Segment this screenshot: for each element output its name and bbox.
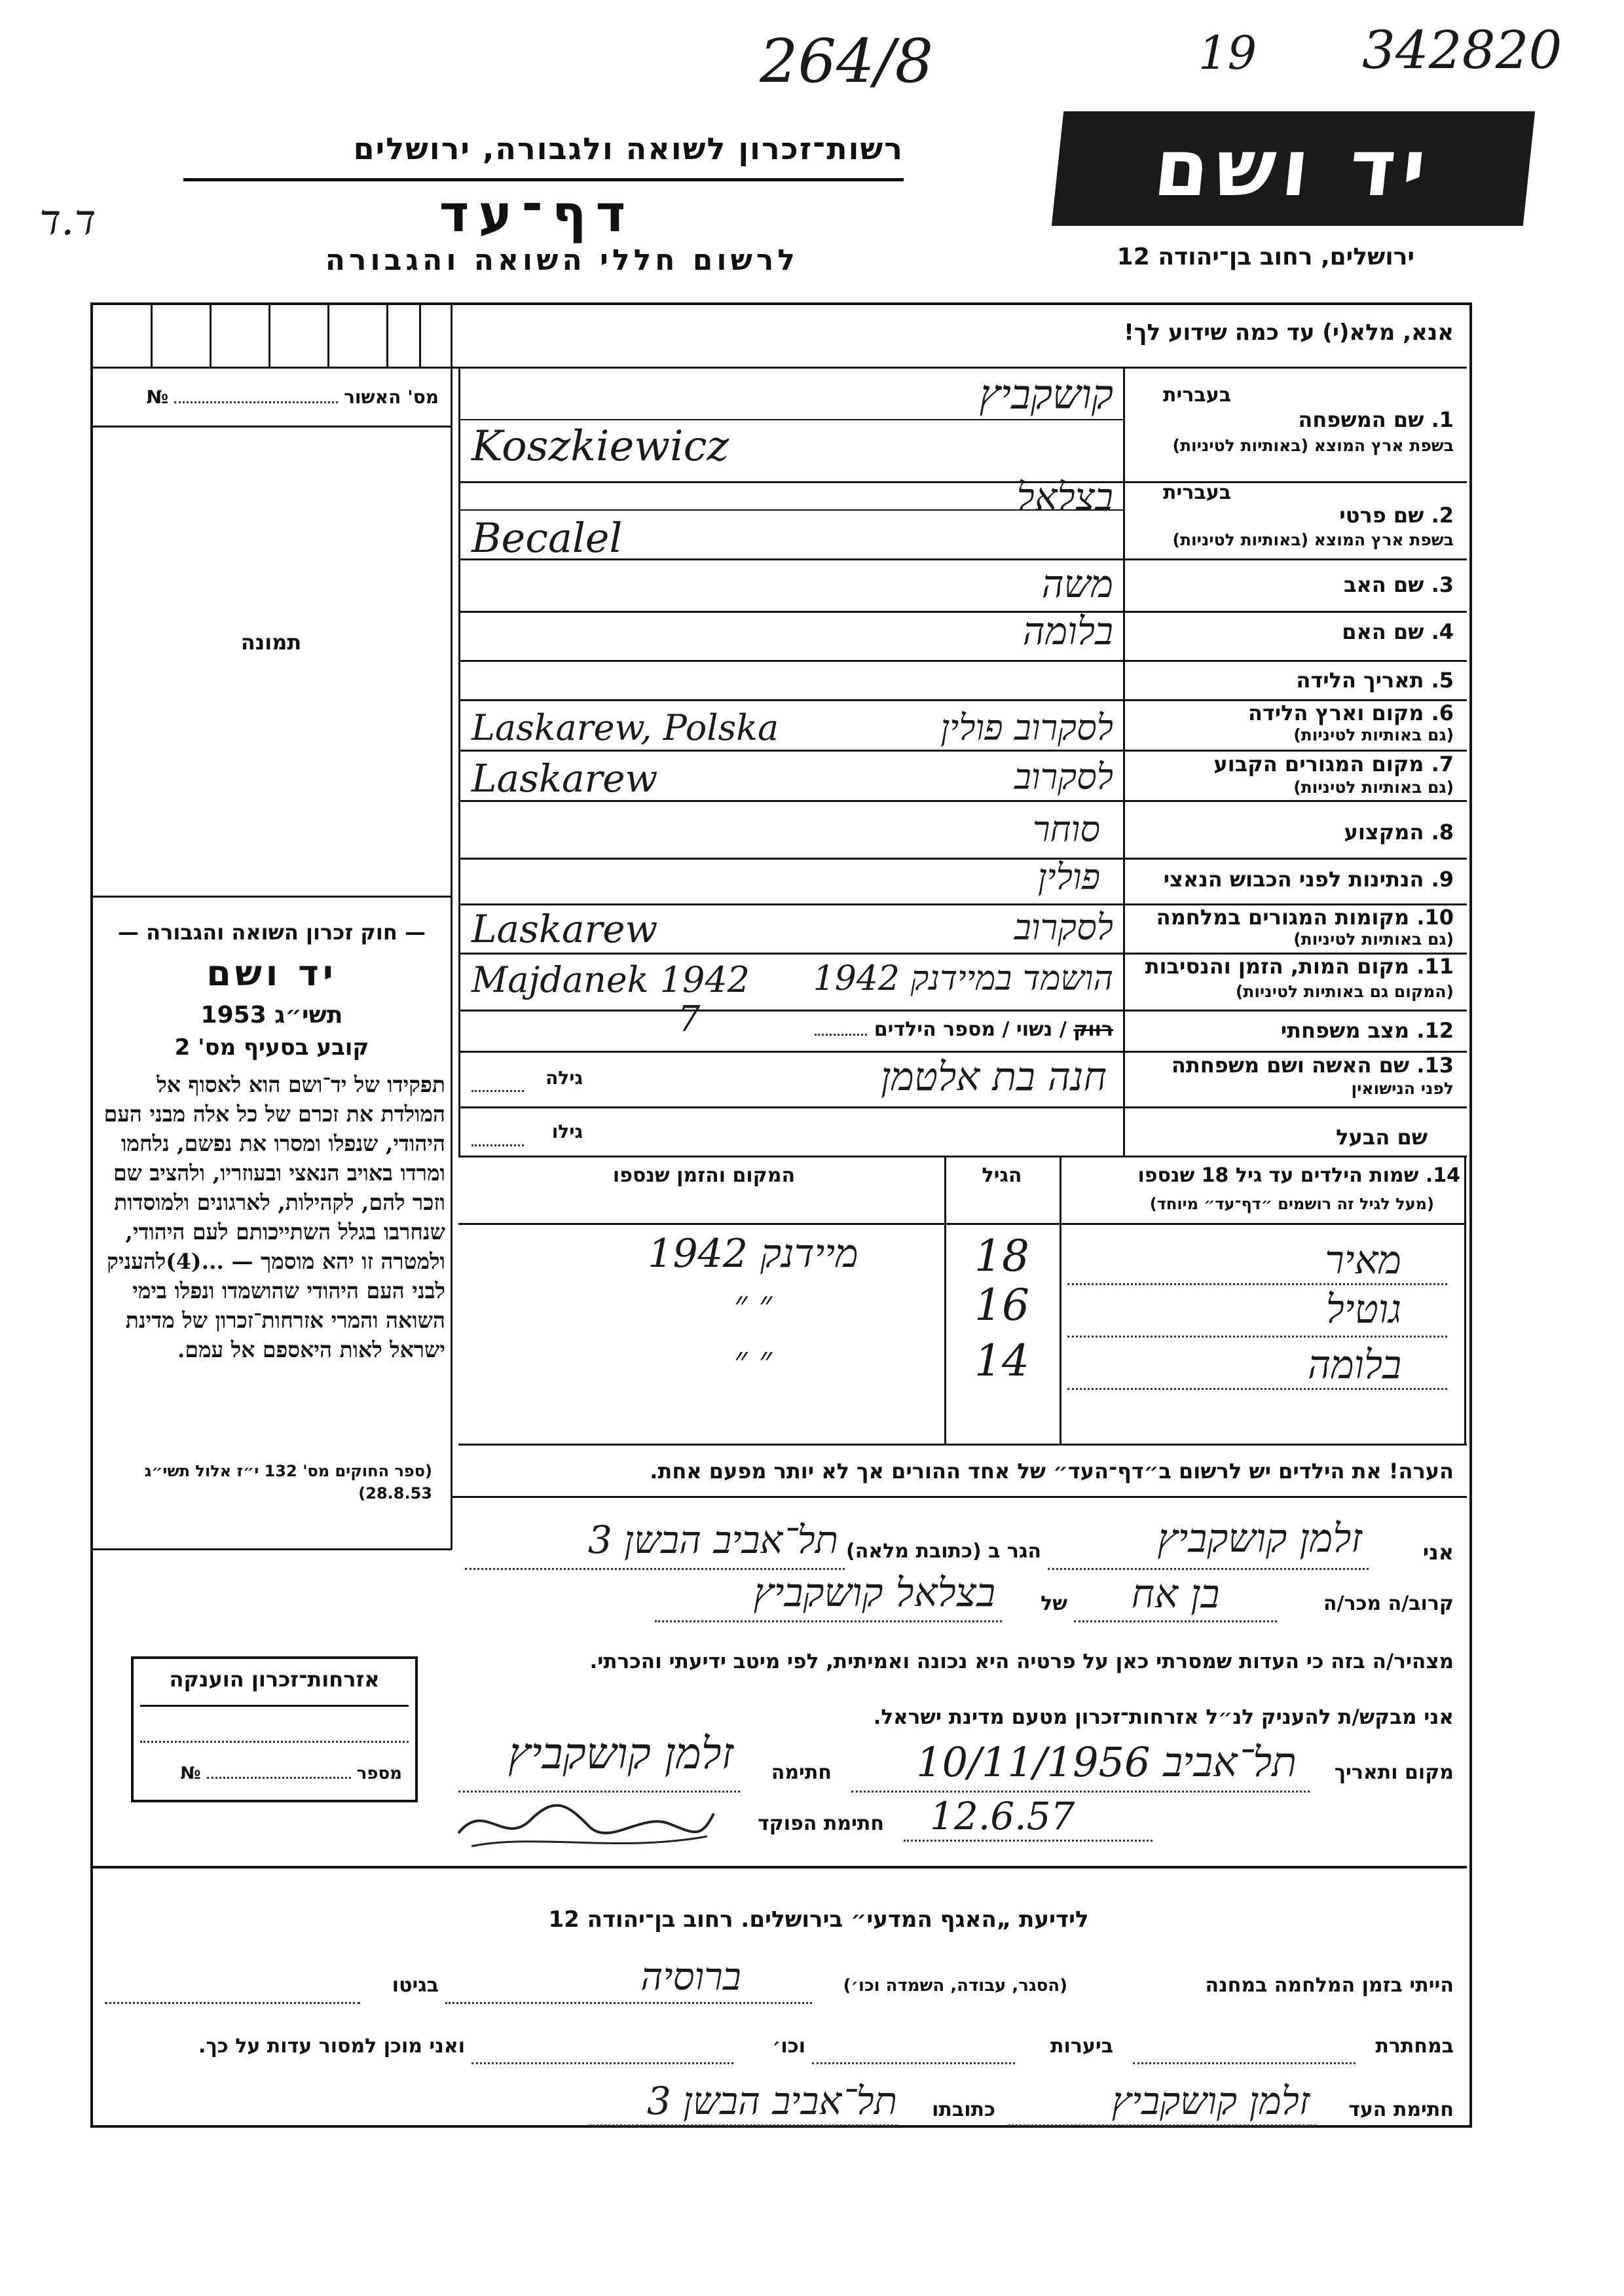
- field-12-label: [1133, 1018, 1454, 1043]
- children-row-line: [1067, 1388, 1447, 1390]
- law-source: (ספר החוקים מס' 132 י״ז אלול תשי״ג 28.8.53): [144, 1462, 432, 1503]
- bottom-ghetto-label: בגיטו: [392, 1974, 439, 1997]
- field-7-no: 7.: [1431, 752, 1454, 776]
- children-header-age: הגיל: [982, 1164, 1022, 1187]
- bottom-etc-line: [471, 2062, 733, 2064]
- children-row-line: [1067, 1336, 1447, 1338]
- children-col-divider: [1060, 1156, 1061, 1444]
- approval-rule: [92, 426, 451, 428]
- field-10-label: [1133, 905, 1454, 930]
- citizenship-no-label: מספר: [356, 1764, 402, 1783]
- top-box-divider: [210, 304, 212, 367]
- field-10-value-heb: לסקרוב: [1014, 907, 1113, 948]
- decl-of-line: [655, 1620, 1002, 1622]
- field-5-no: 5.: [1431, 668, 1454, 693]
- decl-place-date-line: [851, 1791, 1310, 1793]
- field-7-label-text: מקום המגורים הקבוע: [1213, 752, 1424, 776]
- field-8-no: 8.: [1431, 820, 1454, 845]
- bottom-ready-text: ואני מוכן למסור עדות על כך.: [198, 2035, 465, 2058]
- field-7-value-lat: Laskarew: [471, 756, 658, 801]
- row-rule: [458, 1106, 1467, 1108]
- row-rule: [458, 1010, 1467, 1011]
- decl-verifier-date: 12.6.57: [930, 1794, 1075, 1838]
- decl-relative-label: קרוב/ה מכר/ה: [1323, 1592, 1454, 1615]
- header-address: ירושלים, רחוב בן־יהודה 12: [1116, 244, 1414, 270]
- field-12-label-text: מצב משפחתי: [1280, 1018, 1410, 1043]
- bottom-title: לידיעת „האגף המדעי״ בירושלים. רחוב בן־יהודה 12: [548, 1906, 1089, 1933]
- field-10-sub: (גם באותיות לטיניות): [1293, 930, 1454, 949]
- field-5-label-text: תאריך הלידה: [1296, 668, 1424, 693]
- decl-i-label: אני: [1422, 1540, 1454, 1565]
- husband-label: שם הבעל: [1336, 1125, 1428, 1150]
- field-9-label: [1133, 867, 1454, 892]
- field-13-label-text: שם האשה ושם משפחתה: [1171, 1053, 1410, 1078]
- bottom-camp-sub: (הסגר, עבודה, השמדה וכו׳): [843, 1976, 1067, 1995]
- decl-of-value: בצלאל קושקביץ: [753, 1570, 995, 1616]
- field-11-value-heb: הושמד במיידנק 1942: [813, 959, 1113, 998]
- children-right-border: [1464, 1156, 1466, 1444]
- bottom-etc-label: וכו׳: [772, 2035, 805, 2058]
- decl-signature: זלמן קושקביץ: [508, 1728, 733, 1779]
- field-12-children-label: מספר הילדים: [874, 1018, 996, 1041]
- field-6-label-text: מקום וארץ הלידה: [1247, 701, 1424, 725]
- field-12-values: רווק / נשוי / מספר הילדים: [655, 1018, 1113, 1041]
- margin-mark: ד.ד: [39, 196, 96, 245]
- field-1-no: 1.: [1431, 407, 1454, 432]
- field-12-married: נשוי: [1016, 1018, 1053, 1041]
- top-box-divider: [386, 304, 388, 367]
- approval-no-sign: №: [146, 386, 169, 408]
- verifier-signature-scribble: [445, 1787, 720, 1859]
- children-table-no: 14.: [1425, 1164, 1460, 1187]
- children-table-bottom: [458, 1444, 1467, 1446]
- decl-resides-value: תל־אביב הבשן 3: [587, 1518, 838, 1562]
- field-10-value-lat: Laskarew: [471, 907, 658, 951]
- top-boxes-bottom: [92, 367, 451, 369]
- field-12-struck: רווק: [1073, 1018, 1113, 1041]
- value-left-border: [458, 368, 460, 1157]
- field-2-label: [1133, 503, 1454, 528]
- yad-vashem-logo: [1052, 111, 1535, 226]
- field-5-label: [1133, 668, 1454, 693]
- field-10-no: 10.: [1416, 905, 1454, 930]
- citizenship-no-sign: №: [180, 1764, 201, 1783]
- child-name: בלומה: [1307, 1342, 1401, 1388]
- field-8-label: [1133, 820, 1454, 845]
- doc-number-c: 342820: [1362, 20, 1562, 81]
- bottom-witness-value: זלמן קושקביץ: [1111, 2079, 1310, 2123]
- child-age: 14: [974, 1336, 1029, 1386]
- doc-number-a: 264/8: [760, 26, 934, 96]
- citizenship-box-title: אזרחות־זכרון הוענקה: [169, 1667, 380, 1692]
- law-year-num: 1953: [200, 1002, 267, 1029]
- field-13-no: 13.: [1416, 1053, 1454, 1078]
- field-2-value-lat: Becalel: [471, 514, 623, 562]
- field-1-value-lat: Koszkiewicz: [471, 422, 729, 471]
- field-13-label: [1133, 1053, 1454, 1078]
- field-11-no: 11.: [1416, 954, 1454, 979]
- field-3-label: [1133, 572, 1454, 597]
- bottom-camp-value: ברוסיה: [640, 1954, 741, 1999]
- citizenship-no: [147, 1764, 402, 1783]
- logo-text: יד ושם: [1149, 123, 1437, 214]
- doc-number-b: 19: [1198, 26, 1257, 80]
- photo-rule: [92, 896, 451, 898]
- decl-i-value: זלמן קושקביץ: [1157, 1516, 1362, 1561]
- field-8-label-text: המקצוע: [1344, 820, 1424, 845]
- field-13-sub: לפני הנישואין: [1351, 1079, 1454, 1098]
- law-year: [98, 1002, 445, 1029]
- bottom-camp-label: הייתי בזמן המלחמה במחנה: [1205, 1974, 1454, 1997]
- approval-no-label: מס' האשור: [344, 386, 439, 408]
- field-3-no: 3.: [1431, 572, 1454, 597]
- bottom-address-label: כתובתו: [932, 2098, 995, 2121]
- decl-resides-label: הגר ב (כתובת מלאה): [845, 1540, 1041, 1563]
- approval-no-line: [174, 401, 338, 403]
- child-age: 16: [974, 1280, 1029, 1330]
- child-name: גוטיל: [1325, 1286, 1401, 1332]
- children-header-rule: [458, 1223, 1464, 1225]
- decl-verifier-line: [904, 1840, 1153, 1842]
- field-12-children-line: [815, 1034, 867, 1036]
- decl-of-label: של: [1041, 1592, 1067, 1615]
- row-rule: [458, 660, 1467, 662]
- decl-signature-label: חתימה: [771, 1761, 832, 1784]
- field-2-sub: בשפת ארץ המוצא (באותיות לטיניות): [1172, 530, 1454, 549]
- field-6-no: 6.: [1431, 701, 1454, 725]
- field-11-sub: (המקום גם באותיות לטיניות): [1235, 982, 1454, 1001]
- decl-request: אני מבקש/ת להעניק לנ״ל אזרחות־זכרון מטעם מדינת ישראל.: [873, 1705, 1454, 1729]
- children-header-place: המקום והזמן שנספו: [612, 1164, 796, 1187]
- field-9-value: פולין: [1037, 856, 1100, 898]
- subrow-rule: [458, 419, 1123, 420]
- note-text: הערה! את הילדים יש לרשום ב״דף־העד״ של אחד ההורים אך לא יותר מפעם אחת.: [650, 1459, 1454, 1484]
- field-11-label-text: מקום המות, הזמן והנסיבות: [1145, 954, 1410, 979]
- decl-relative-line: [1074, 1620, 1277, 1622]
- field-9-no: 9.: [1431, 867, 1454, 892]
- top-box-divider: [151, 304, 153, 367]
- field-11-value-lat: Majdanek 1942: [471, 959, 750, 1000]
- decl-verifier-label: חתימת הפוקד: [758, 1812, 884, 1835]
- photo-placeholder-label: תמונה: [240, 630, 302, 655]
- field-6-value-lat: Laskarew, Polska: [471, 707, 779, 748]
- approval-no: [105, 386, 439, 408]
- left-panel-bottom: [92, 1548, 452, 1550]
- institution-name: רשות־זכרון לשואה ולגבורה, ירושלים: [353, 131, 904, 166]
- child-age: 18: [974, 1231, 1029, 1281]
- field-2-no: 2.: [1431, 503, 1454, 528]
- bottom-camp-line: [445, 2002, 812, 2004]
- child-name: מאיר: [1325, 1237, 1401, 1283]
- citizenship-box: [131, 1656, 418, 1802]
- field-3-value: משה: [1041, 562, 1113, 606]
- field-1-value-heb: קושקביץ: [979, 371, 1113, 418]
- children-row-line: [1067, 1283, 1447, 1285]
- field-6-sub: (גם באותיות לטיניות): [1293, 725, 1454, 744]
- child-place: ״ ״: [733, 1283, 773, 1324]
- top-box-divider: [327, 304, 329, 367]
- label-value-divider: [1123, 368, 1125, 1157]
- bottom-ghetto-line: [105, 2002, 360, 2004]
- field-8-value: סוחר: [1032, 809, 1100, 850]
- decl-relative-value: בן אח: [1131, 1571, 1220, 1617]
- field-1-sub: בשפת ארץ המוצא (באותיות לטיניות): [1172, 436, 1454, 455]
- child-place: ״ ״: [733, 1339, 773, 1380]
- field-7-label: [1133, 752, 1454, 776]
- field-3-label-text: שם האב: [1343, 572, 1424, 597]
- field-2-tag: בעברית: [1163, 481, 1231, 504]
- field-4-label: [1133, 619, 1454, 644]
- header-rule: [183, 178, 904, 181]
- citizenship-no-line: [207, 1777, 351, 1779]
- field-12-no: 12.: [1416, 1018, 1454, 1043]
- decl-statement: מצהיר/ה בזה כי העדות שמסרתי כאן על פרטיה היא נכונה ואמיתית, לפי מיטב ידיעתי והכרתי.: [589, 1650, 1454, 1673]
- field-10-label-text: מקומות המגורים במלחמה: [1156, 905, 1410, 930]
- field-1-tag: בעברית: [1163, 384, 1231, 407]
- field-9-label-text: הנתינות לפני הכבוש הנאצי: [1163, 867, 1424, 892]
- law-name: יד ושם: [206, 953, 337, 994]
- bottom-forests-label: ביערות: [1050, 2035, 1113, 2058]
- field-7-value-heb: לסקרוב: [1014, 756, 1113, 797]
- top-box-divider: [268, 304, 270, 367]
- bottom-underground-line: [1133, 2062, 1356, 2064]
- decl-place-date-label: מקום ותאריך: [1334, 1761, 1454, 1784]
- citizenship-box-rule: [140, 1705, 409, 1707]
- note-rule: [452, 1496, 1467, 1498]
- field-13-value: חנה בת אלטמן: [881, 1054, 1107, 1100]
- field-13-age-label: גילה: [545, 1067, 583, 1089]
- field-13-age-line: [471, 1090, 524, 1092]
- bottom-witness-label: חתימת העד: [1348, 2098, 1454, 2121]
- law-clause: קובע בסעיף מס' 2: [174, 1034, 369, 1061]
- decl-place-date-value: תל־אביב 10/11/1956: [916, 1738, 1297, 1786]
- row-rule: [458, 1156, 1467, 1157]
- children-header-name: [1067, 1164, 1460, 1187]
- field-2-label-text: שם פרטי: [1339, 503, 1424, 528]
- law-year-heb: תשי״ג: [274, 1002, 343, 1029]
- form-subtitle: לרשום חללי השואה והגבורה: [325, 244, 799, 277]
- law-text: תפקידו של יד־ושם הוא לאסוף אל המולדת את זכרם של כל אלה מבני העם היהודי, שנפלו ומסרו את נפשם, נלחמו ומרדו באויב הנאצי ובעוזריו, ולהציב שם וזכר להם, לקהילות, לארגונים ולמוסדות שנחרבו בגלל השתייכותם לעם היהודי, ולמטרה זו יהא מוסמך — ...(4)להעניק לבני העם היהודי שהושמדו ונפלו בימי השואה והמרי אזרחות־זכרון של מדינת ישראל לאות היאספם אל עמם.: [103, 1072, 445, 1362]
- husband-age-label: גילו: [551, 1121, 583, 1142]
- notice-text: אנא, מלא(י) עד כמה שידוע לך!: [1124, 319, 1454, 346]
- husband-age-line: [471, 1144, 524, 1146]
- field-4-value: בלומה: [1022, 609, 1113, 653]
- bottom-witness-line: [1008, 2124, 1316, 2126]
- notice-rule: [452, 367, 1467, 369]
- field-4-no: 4.: [1431, 619, 1454, 644]
- bottom-address-value: תל־אביב הבשן 3: [646, 2079, 897, 2123]
- law-title: — חוק זכרון השואה והגבורה —: [118, 920, 426, 945]
- top-box-divider: [419, 304, 421, 367]
- field-6-label: [1133, 701, 1454, 725]
- field-12-children-value: 7: [678, 998, 701, 1040]
- field-2-value-heb: בצלאל: [1016, 475, 1113, 519]
- left-panel-divider: [451, 302, 452, 1550]
- bottom-address-line: [589, 2124, 897, 2126]
- field-7-sub: (גם באותיות לטיניות): [1293, 778, 1454, 797]
- citizenship-box-line: [140, 1741, 409, 1743]
- field-1-label-text: שם המשפחה: [1298, 407, 1424, 432]
- field-11-label: [1133, 954, 1454, 979]
- children-header-name-sub: (מעל לגיל זה רושמים ״דף־עד״ מיוחד): [1149, 1195, 1434, 1213]
- field-1-label: [1133, 407, 1454, 432]
- bottom-section-rule: [92, 1866, 1467, 1868]
- bottom-forests-line: [812, 2062, 1015, 2064]
- form-title: דף־עד: [439, 185, 635, 244]
- decl-i-line: [1048, 1568, 1369, 1570]
- child-place: מיידנק 1942: [648, 1231, 858, 1277]
- bottom-underground-label: במחתרת: [1375, 2035, 1454, 2058]
- field-4-label-text: שם האם: [1342, 619, 1424, 644]
- field-6-value-heb: לסקרוב פולין: [940, 707, 1113, 748]
- children-header-name-text: שמות הילדים עד גיל 18 שנספו: [1137, 1164, 1419, 1187]
